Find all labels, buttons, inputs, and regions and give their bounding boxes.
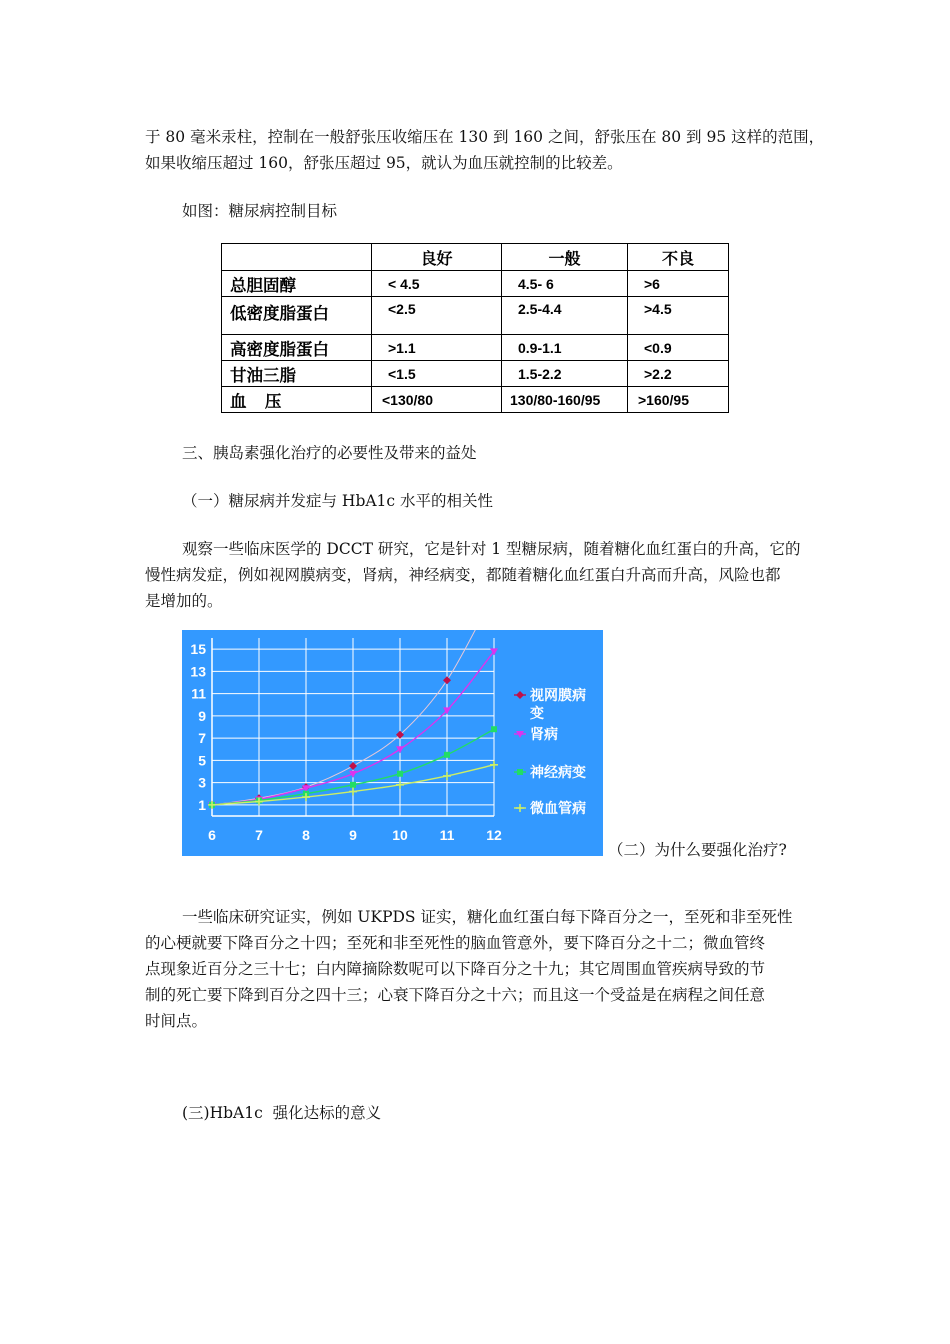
legend-label: 微血管病 [530,801,586,817]
table-cell: >2.2 [628,361,729,387]
x-tick-label: 10 [392,827,408,843]
table-row [222,271,729,297]
table-header-cell: 一般 [502,244,628,271]
table-cell: >4.5 [628,297,729,335]
paragraph-line: 的心梗就要下降百分之十四；至死和非至死性的脑血管意外，要下降百分之十二；微血管终 [145,934,766,952]
y-tick-label: 9 [198,707,206,724]
table-header-cell: 良好 [372,244,502,271]
table-cell: 0.9-1.1 [502,335,628,361]
table-cell: <130/80 [372,387,502,413]
paragraph-line: 时间点。 [145,1012,208,1030]
paragraph-line: 于 80 毫米汞柱，控制在一般舒张压收缩压在 130 到 160 之间，舒张压在 80 到 95 这样的范围， [145,128,825,146]
paragraph-line: 是增加的。 [145,592,223,610]
figure-caption: 如图：糖尿病控制目标 [182,202,338,220]
table-header-cell: 不良 [628,244,729,271]
table-row [222,297,729,335]
y-tick-label: 7 [198,730,206,747]
table-cell: >1.1 [372,335,502,361]
x-tick-label: 8 [302,827,310,843]
legend-label: 视网膜病 [530,688,586,704]
row-label: 低密度脂蛋白 [222,297,372,335]
y-tick-label: 1 [198,796,206,813]
data-point [444,752,450,758]
data-point [491,726,497,732]
table-row [222,335,729,361]
y-tick-label: 5 [198,752,206,769]
control-targets-table [221,243,729,413]
row-label: 高密度脂蛋白 [222,335,372,361]
paragraph-line: 慢性病发症，例如视网膜病变，肾病，神经病变，都随着糖化血红蛋白升高而升高，风险也都 [145,566,781,584]
data-point [397,771,403,777]
row-label: 血 压 [222,387,372,413]
table-cell: 130/80-160/95 [502,387,628,413]
legend-label: 神经病变 [530,765,586,781]
table-header-cell [222,244,372,271]
table-cell: 2.5-4.4 [502,297,628,335]
table-cell: >6 [628,271,729,297]
paragraph-line: 点现象近百分之三十七；白内障摘除数呢可以下降百分之十九；其它周围血管疾病导致的节 [145,960,766,978]
legend-label: 肾病 [530,727,558,743]
table-row [222,387,729,413]
row-label: 总胆固醇 [222,271,372,297]
chart-background [182,630,603,856]
y-tick-label: 15 [190,641,206,658]
table-cell: <2.5 [372,297,502,335]
x-tick-label: 11 [439,827,455,843]
table-cell: < 4.5 [372,271,502,297]
legend-label-continued: 变 [530,706,544,722]
section-heading: 三、胰岛素强化治疗的必要性及带来的益处 [182,444,477,462]
y-tick-label: 3 [198,774,206,791]
row-label: 甘油三脂 [222,361,372,387]
complications-chart [182,630,603,856]
y-tick-label: 13 [190,663,206,680]
table-cell: 1.5-2.2 [502,361,628,387]
table-row [222,361,729,387]
x-tick-label: 7 [255,827,263,843]
subsection-heading: （一）糖尿病并发症与 HbA1c 水平的相关性 [182,492,494,510]
chart-svg [182,630,603,856]
table-cell: >160/95 [628,387,729,413]
legend-marker [517,769,523,775]
x-tick-label: 6 [208,827,216,843]
table-cell: 4.5- 6 [502,271,628,297]
subsection-heading: （二）为什么要强化治疗? [608,841,787,859]
table-cell: <0.9 [628,335,729,361]
table-cell: <1.5 [372,361,502,387]
table-header-row [222,244,729,271]
paragraph-line: 一些临床研究证实，例如 UKPDS 证实，糖化血红蛋白每下降百分之一，至死和非至死性 [182,908,793,926]
paragraph-line: 制的死亡要下降到百分之四十三；心衰下降百分之十六；而且这一个受益是在病程之间任意 [145,986,766,1004]
paragraph-line: 观察一些临床医学的 DCCT 研究，它是针对 1 型糖尿病，随着糖化血红蛋白的升高，它的 [182,540,801,558]
y-tick-label: 11 [191,685,206,702]
x-tick-label: 12 [486,827,502,843]
subsection-heading: (三)HbA1c 强化达标的意义 [182,1104,382,1122]
x-tick-label: 9 [349,827,357,843]
paragraph-line: 如果收缩压超过 160，舒张压超过 95，就认为血压就控制的比较差。 [145,154,623,172]
data-point [350,782,356,788]
